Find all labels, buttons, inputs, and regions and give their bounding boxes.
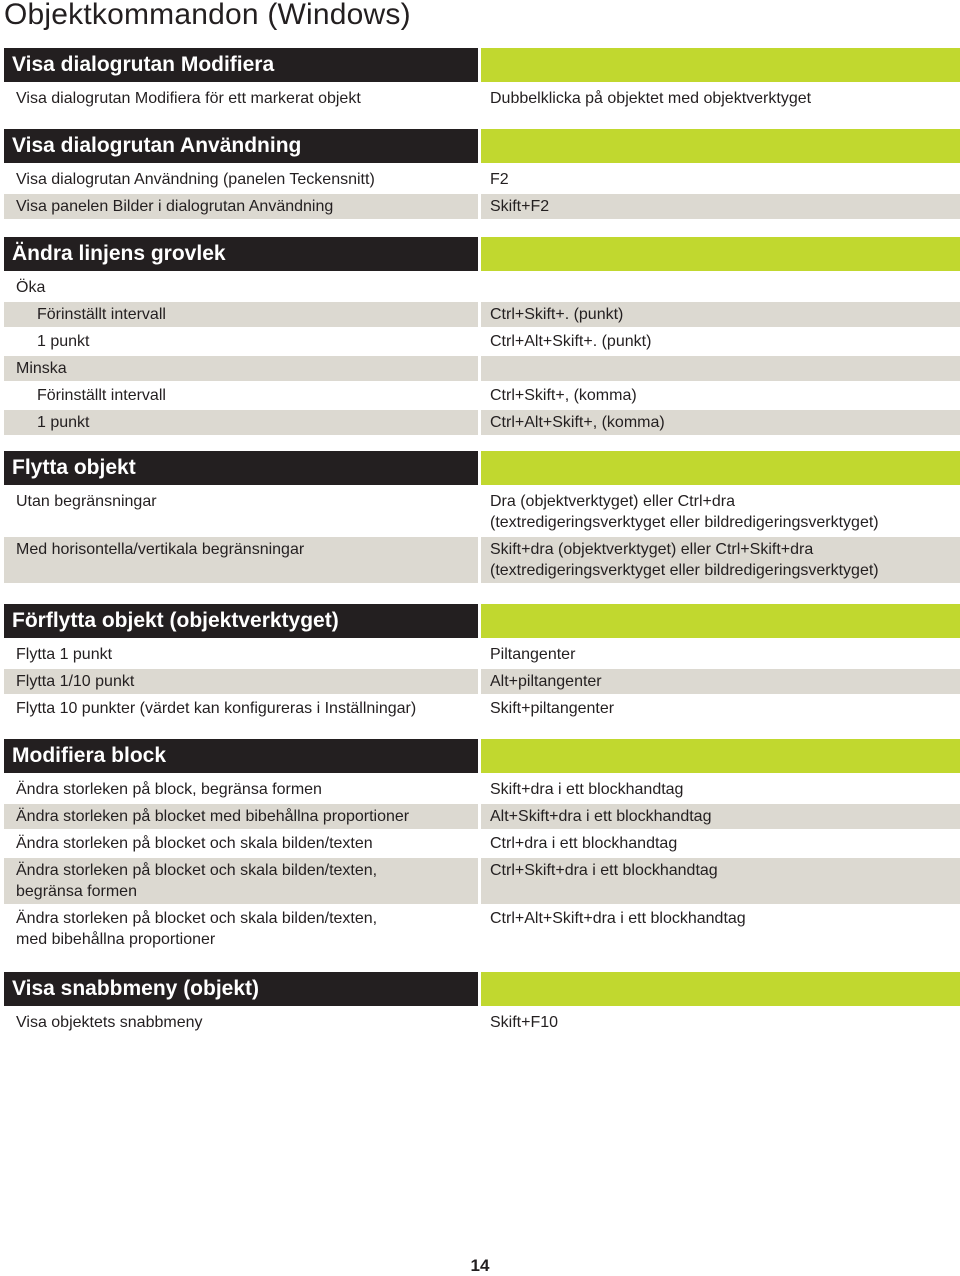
command-label: Visa dialogrutan Användning (panelen Teckensnitt) [16,171,375,188]
shortcut-label: Ctrl+dra i ett blockhandtag [490,835,678,852]
table-row [4,642,960,667]
command-label: Förinställt intervall [4,302,478,327]
section-visa-snabbmeny [4,972,960,1035]
table-row [4,489,960,535]
group-label: Minska [4,356,478,381]
shortcut-label: F2 [490,171,509,188]
table-row [4,275,960,300]
shortcut-label: Skift+piltangenter [490,700,615,717]
page-number: 14 [470,1256,490,1275]
section-andra-linjens-grovlek [4,237,960,435]
shortcut-label: Ctrl+Skift+. (punkt) [481,302,960,327]
table-row [4,669,960,694]
table-row [4,410,960,435]
command-label: Visa dialogrutan Modifiera för ett markerat objekt [16,90,361,107]
section-header-accent [481,451,960,485]
section-title: Visa dialogrutan Modifiera [4,48,478,82]
shortcut-label: Dra (objektverktyget) eller Ctrl+dra (textredigeringsverktyget eller bildredigeringsverktyget) [490,493,879,531]
table-row [4,804,960,829]
table-row [4,167,960,192]
group-label: Öka [16,279,46,296]
section-forflytta-objekt [4,604,960,721]
table-row [4,906,960,952]
section-title: Modifiera block [4,739,478,773]
command-label: Visa panelen Bilder i dialogrutan Användning [4,194,478,219]
table-row [4,302,960,327]
table-row [4,537,960,583]
shortcut-label: Ctrl+Skift+dra i ett blockhandtag [481,858,960,904]
table-row [4,696,960,721]
section-header [4,739,960,773]
section-flytta-objekt [4,451,960,583]
shortcut-label: Ctrl+Alt+Skift+. (punkt) [490,333,652,350]
section-title: Ändra linjens grovlek [4,237,478,271]
command-label: Ändra storleken på blocket och skala bilden/texten, begränsa formen [4,858,478,904]
section-visa-dialogrutan-anvandning [4,129,960,219]
shortcut-label: Ctrl+Skift+, (komma) [490,387,637,404]
page-title: Objektkommandon (Windows) [4,0,411,31]
section-header-accent [481,972,960,1006]
section-title: Visa snabbmeny (objekt) [4,972,478,1006]
command-label: Ändra storleken på blocket och skala bilden/texten [16,835,373,852]
shortcut-label: Alt+piltangenter [481,669,960,694]
command-label: Ändra storleken på blocket och skala bilden/texten, med bibehållna proportioner [16,910,378,948]
section-header [4,237,960,271]
section-header-accent [481,739,960,773]
command-label: Förinställt intervall [37,387,166,404]
section-header-accent [481,237,960,271]
section-header-accent [481,48,960,82]
section-header-accent [481,129,960,163]
table-row [4,1010,960,1035]
section-modifiera-block [4,739,960,952]
shortcut-label: Skift+dra i ett blockhandtag [490,781,684,798]
section-title: Förflytta objekt (objektverktyget) [4,604,478,638]
shortcut-label: Dubbelklicka på objektet med objektverktyget [490,90,812,107]
section-header [4,451,960,485]
shortcut-label: Skift+dra (objektverktyget) eller Ctrl+Skift+dra (textredigeringsverktyget eller bildredigeringsverktyget) [481,537,960,583]
table-row [4,858,960,904]
shortcut-label: Ctrl+Alt+Skift+dra i ett blockhandtag [490,910,746,927]
section-title: Visa dialogrutan Användning [4,129,478,163]
command-label: Med horisontella/vertikala begränsningar [4,537,478,583]
section-header-accent [481,604,960,638]
shortcut-label: Ctrl+Alt+Skift+, (komma) [481,410,960,435]
command-label: Flytta 10 punkter (värdet kan konfigureras i Inställningar) [16,700,417,717]
table-row [4,383,960,408]
shortcut-label [481,275,960,300]
table-row [4,194,960,219]
shortcut-label: Piltangenter [490,646,576,663]
command-label: Utan begränsningar [16,493,157,510]
command-label: Flytta 1/10 punkt [4,669,478,694]
section-title: Flytta objekt [4,451,478,485]
command-label: Visa objektets snabbmeny [16,1014,203,1031]
section-header [4,48,960,82]
shortcut-label: Alt+Skift+dra i ett blockhandtag [481,804,960,829]
section-header [4,972,960,1006]
command-label: Flytta 1 punkt [16,646,113,663]
section-header [4,604,960,638]
shortcut-label [481,356,960,381]
shortcut-label: Skift+F2 [481,194,960,219]
table-row [4,329,960,354]
command-label: 1 punkt [37,333,90,350]
command-label: 1 punkt [4,410,478,435]
command-label: Ändra storleken på block, begränsa formen [16,781,322,798]
table-row [4,86,960,111]
table-row [4,831,960,856]
section-visa-dialogrutan-modifiera [4,48,960,111]
table-row [4,777,960,802]
command-label: Ändra storleken på blocket med bibehållna proportioner [4,804,478,829]
shortcut-label: Skift+F10 [490,1014,559,1031]
table-row [4,356,960,381]
section-header [4,129,960,163]
